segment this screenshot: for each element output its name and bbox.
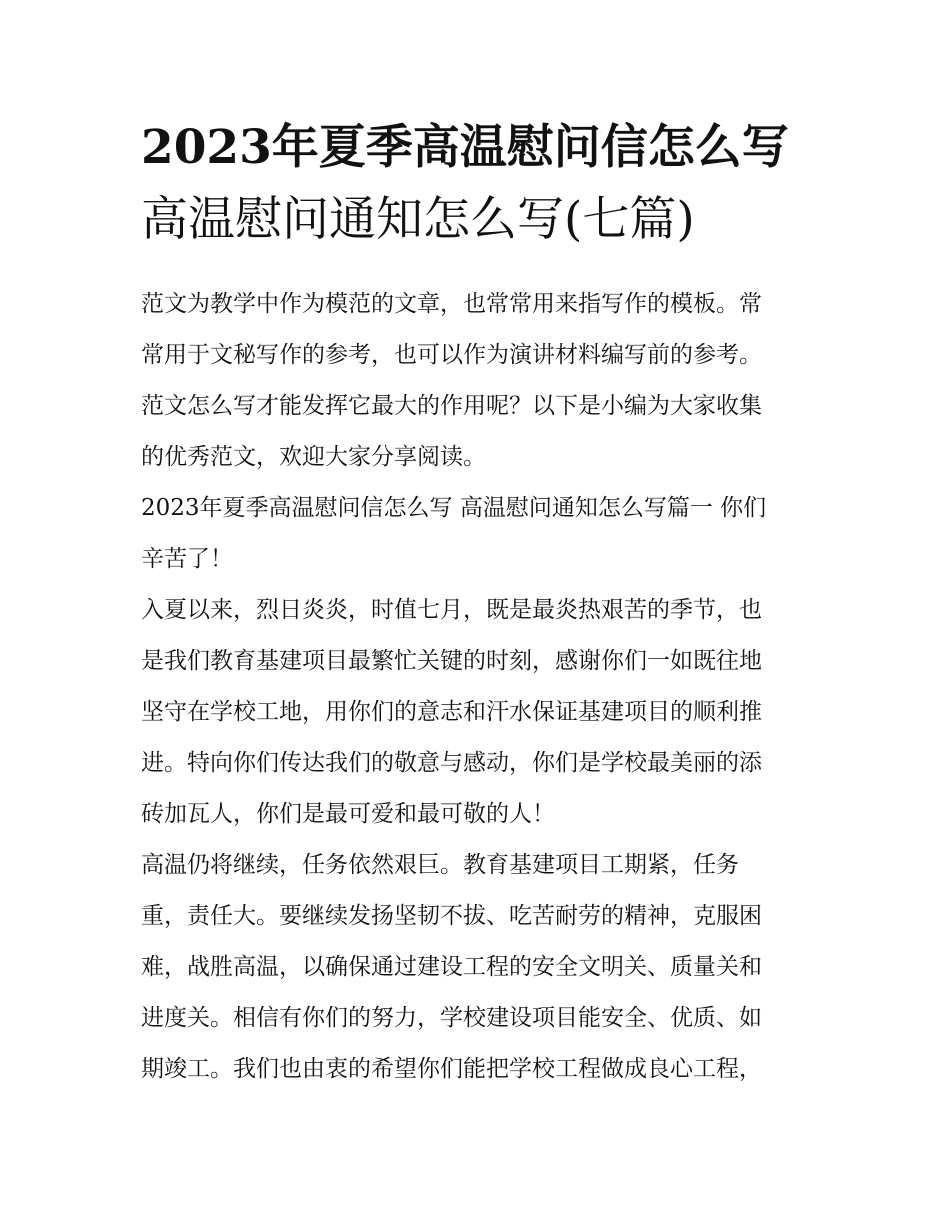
text-line: 高温仍将继续，任务依然艰巨。教育基建项目工期紧，任务 xyxy=(141,852,739,878)
text-line: 的优秀范文，欢迎大家分享阅读。 xyxy=(141,444,486,470)
text-line: 范文为教学中作为模范的文章，也常常用来指写作的模板。常 xyxy=(141,291,762,317)
text-line: 辛苦了！ xyxy=(141,546,233,572)
text-line: 进。特向你们传达我们的敬意与感动，你们是学校最美丽的添 xyxy=(141,750,762,776)
paragraph-encouragement xyxy=(141,840,816,1095)
text-line: 是我们教育基建项目最繁忙关键的时刻，感谢你们一如既往地 xyxy=(141,648,762,674)
paragraph-thanks xyxy=(141,585,816,840)
text-line: 重，责任大。要继续发扬坚韧不拔、吃苦耐劳的精神，克服困 xyxy=(141,903,762,929)
text-line: 难，战胜高温，以确保通过建设工程的安全文明关、质量关和 xyxy=(141,954,762,980)
text-line: 砖加瓦人，你们是最可爱和最可敬的人！ xyxy=(141,801,555,827)
title-line: 高温慰问通知怎么写(七篇) xyxy=(141,192,695,247)
text-line: 范文怎么写才能发挥它最大的作用呢？以下是小编为大家收集 xyxy=(141,393,762,419)
document-title xyxy=(141,112,821,256)
paragraph-intro xyxy=(141,279,816,483)
text-line: 2023年夏季高温慰问信怎么写 高温慰问通知怎么写篇一 你们 xyxy=(141,495,767,521)
document-body xyxy=(141,279,816,1095)
text-line: 期竣工。我们也由衷的希望你们能把学校工程做成良心工程， xyxy=(141,1056,762,1082)
text-line: 入夏以来，烈日炎炎，时值七月，既是最炎热艰苦的季节，也 xyxy=(141,597,762,623)
text-line: 常用于文秘写作的参考，也可以作为演讲材料编写前的参考。 xyxy=(141,342,762,368)
paragraph-section-heading xyxy=(141,483,816,585)
title-line: 2023年夏季高温慰问信怎么写 xyxy=(141,120,789,175)
text-line: 进度关。相信有你们的努力，学校建设项目能安全、优质、如 xyxy=(141,1005,762,1031)
text-line: 坚守在学校工地，用你们的意志和汗水保证基建项目的顺利推 xyxy=(141,699,762,725)
